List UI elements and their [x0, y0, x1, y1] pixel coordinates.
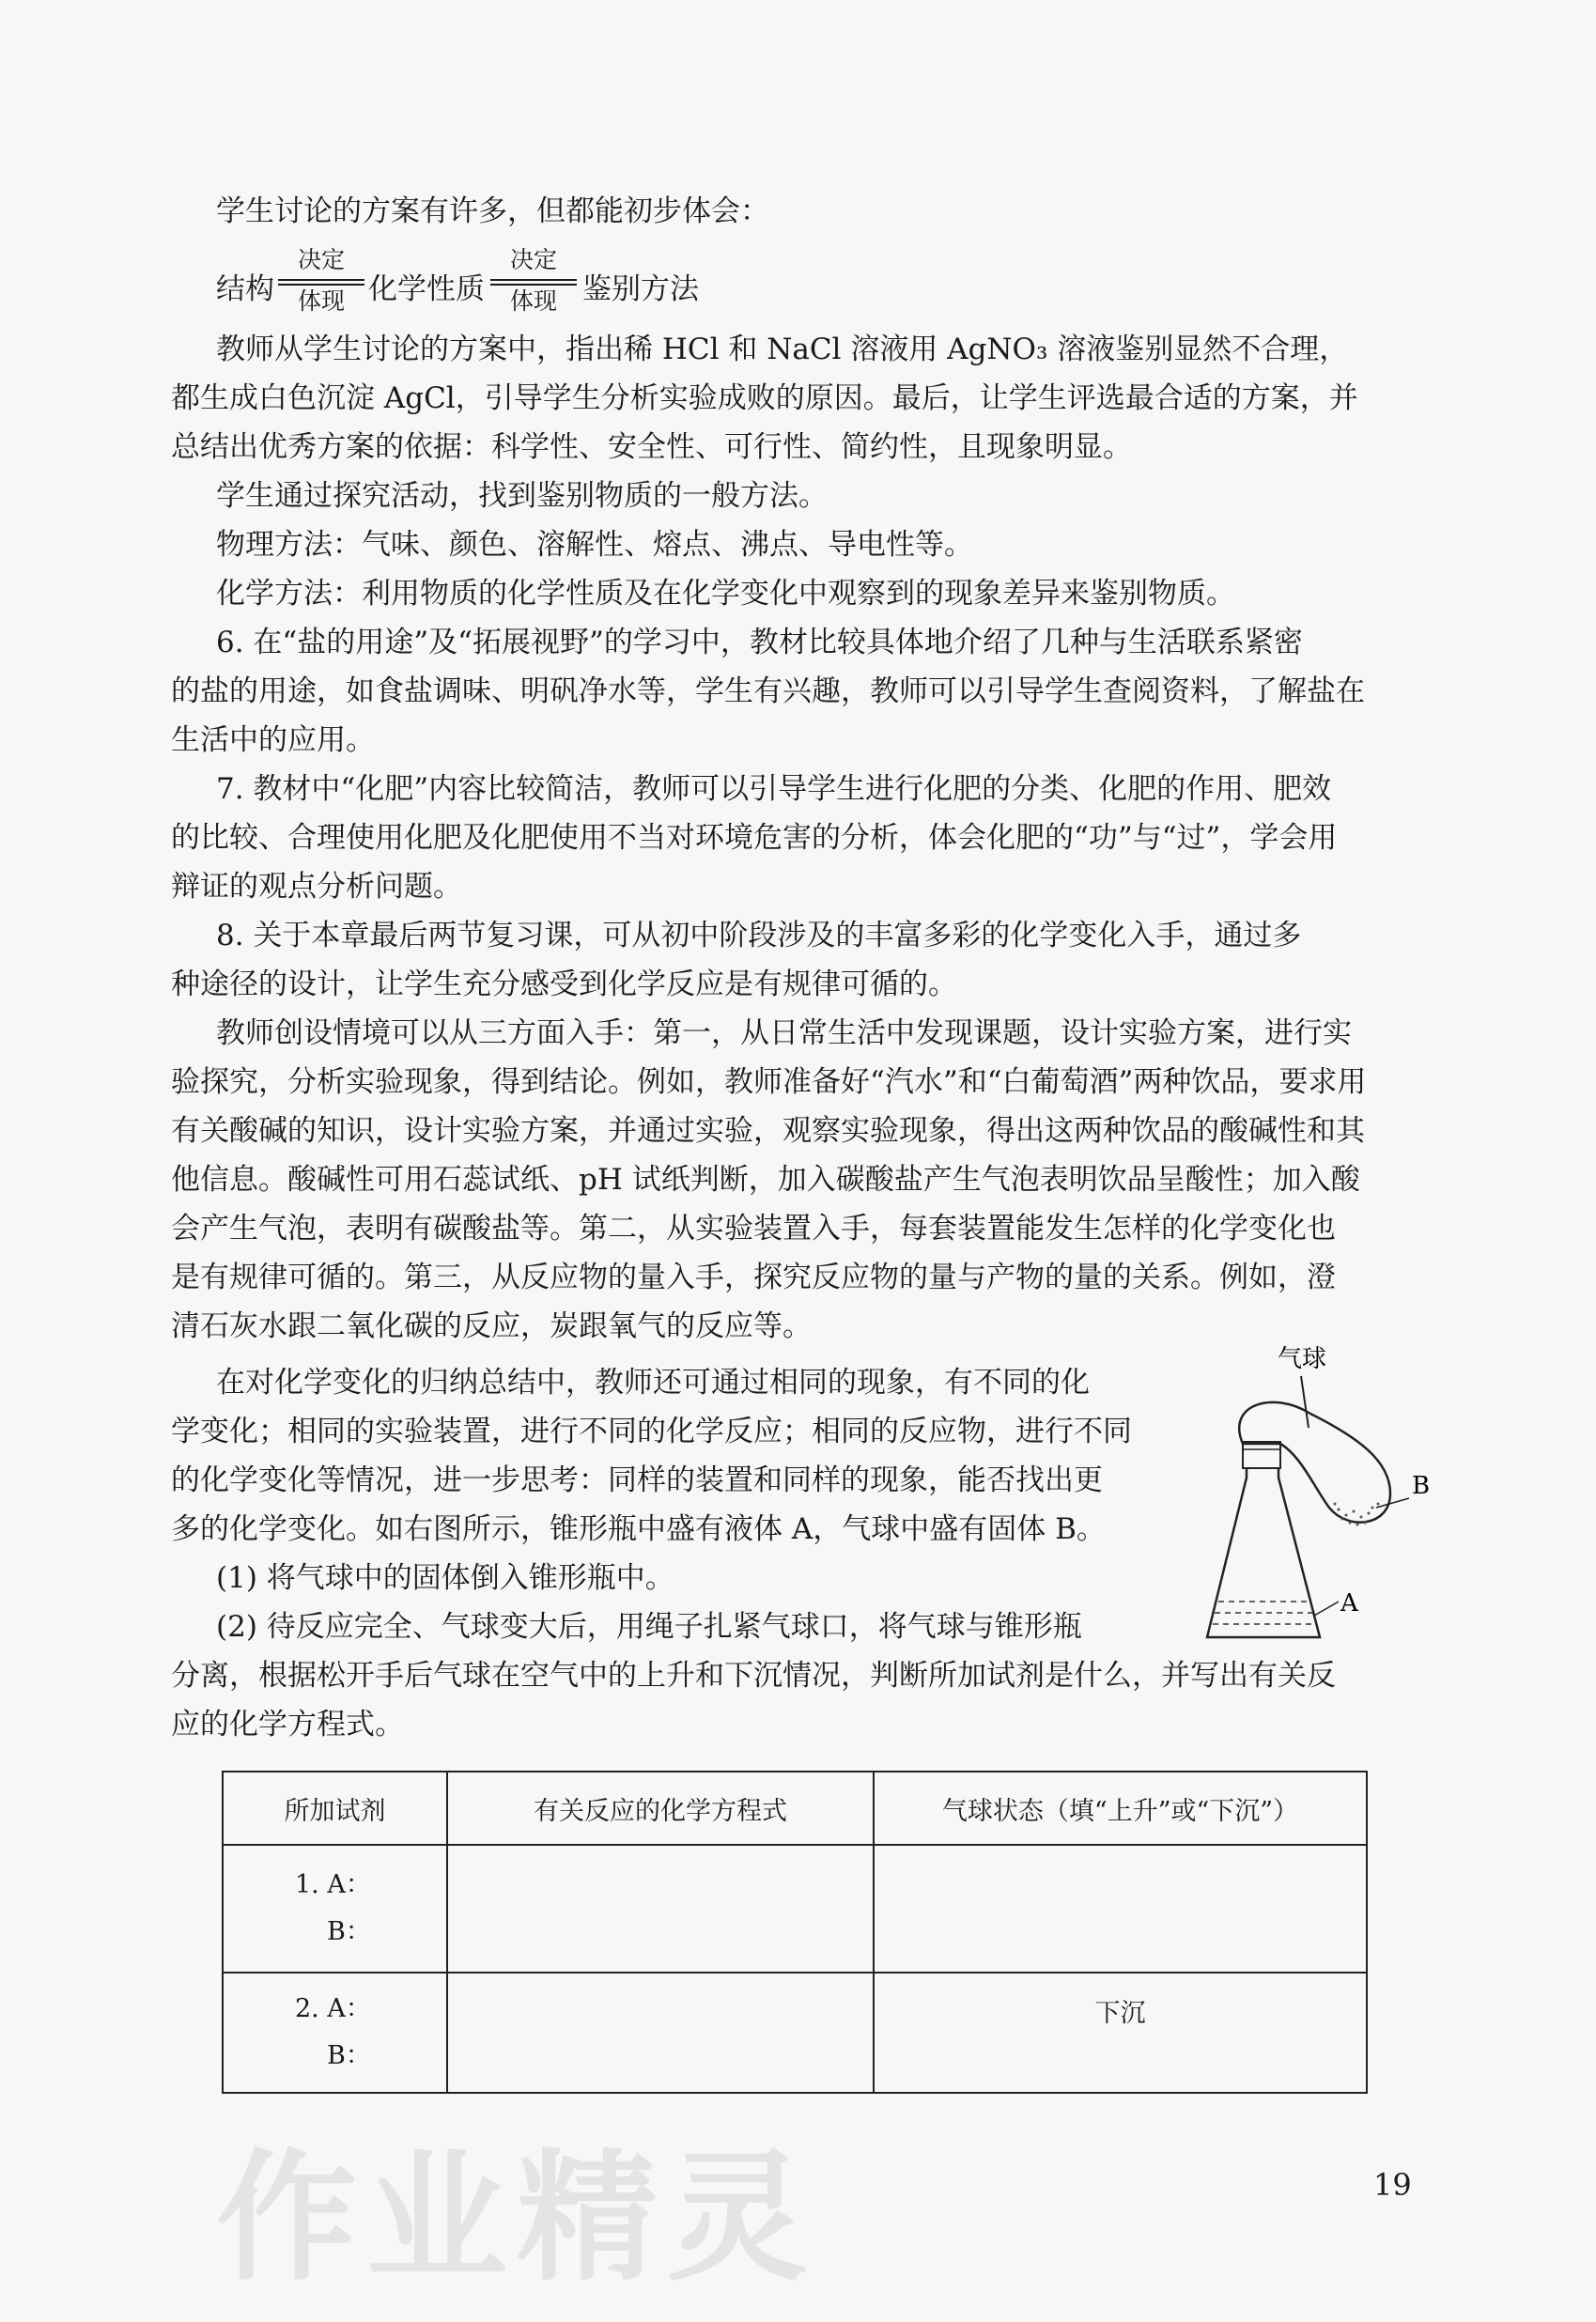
- paragraph-text: 在对化学变化的归纳总结中，教师还可通过相同的现象，有不同的化: [216, 1366, 1090, 1400]
- paragraph-text: 有关酸碱的知识，设计实验方案，并通过实验，观察实验现象，得出这两种饮品的酸碱性和其: [171, 1114, 1365, 1148]
- paragraph-text: 化学方法：利用物质的化学性质及在化学变化中观察到的现象差异来鉴别物质。: [216, 577, 1235, 611]
- paragraph-text: 是有规律可循的。第三，从反应物的量入手，探究反应物的量与产物的量的关系。例如，澄: [171, 1261, 1336, 1294]
- paragraph-text: 7. 教材中“化肥”内容比较简洁，教师可以引导学生进行化肥的分类、化肥的作用、肥效: [216, 772, 1332, 806]
- state-cell: [874, 1845, 1367, 1973]
- paragraph-text: 种途径的设计，让学生充分感受到化学反应是有规律可循的。: [171, 968, 957, 1001]
- paragraph-text: 他信息。酸碱性可用石蕊试纸、pH 试纸判断，加入碳酸盐产生气泡表明饮品呈酸性；加入酸: [171, 1163, 1360, 1197]
- flow-structure: 结构: [216, 272, 274, 306]
- paragraph-text: 应的化学方程式。: [171, 1708, 404, 1742]
- paragraph-text: 的比较、合理使用化肥及化肥使用不当对环境危害的分析，体会化肥的“功”与“过”，学会用: [171, 821, 1338, 855]
- header-reagent: 所加试剂: [223, 1772, 447, 1845]
- label-a: A: [1340, 1589, 1358, 1618]
- paragraph-text: 8. 关于本章最后两节复习课，可从初中阶段涉及的丰富多彩的化学变化入手，通过多: [216, 919, 1302, 952]
- table-row: [223, 1973, 1367, 2093]
- flow-method: 鉴别方法: [582, 272, 699, 306]
- paragraph-text: 辩证的观点分析问题。: [171, 870, 462, 904]
- equation-cell: [447, 1845, 874, 1973]
- paragraph-text: 分离，根据松开手后气球在空气中的上升和下沉情况，判断所加试剂是什么，并写出有关反: [171, 1659, 1336, 1693]
- flow-diagram: [216, 246, 874, 317]
- balloon-label: 气球: [1278, 1345, 1327, 1373]
- paragraph-text: 的盐的用途，如食盐调味、明矾净水等，学生有兴趣，教师可以引导学生查阅资料，了解盐在: [171, 674, 1365, 708]
- equation-cell: [447, 1973, 874, 2093]
- table-row: [223, 1845, 1367, 1973]
- double-arrow-2: 决定 体现: [488, 246, 579, 317]
- reagent-cell: 2. A： B：: [223, 1973, 447, 2093]
- page-number: 19: [1373, 2167, 1412, 2203]
- header-balloon-state: 气球状态（填“上升”或“下沉”）: [874, 1772, 1367, 1845]
- table-header-row: [223, 1772, 1367, 1845]
- paragraph-text: 生活中的应用。: [171, 723, 375, 757]
- header-equation: 有关反应的化学方程式: [447, 1772, 874, 1845]
- flow-property: 化学性质: [368, 272, 485, 306]
- reagent-cell: 1. A： B：: [223, 1845, 447, 1973]
- paragraph-text: 教师创设情境可以从三方面入手：第一，从日常生活中发现课题，设计实验方案，进行实: [216, 1016, 1352, 1050]
- state-cell: 下沉: [874, 1973, 1367, 2093]
- paragraph-text: 都生成白色沉淀 AgCl，引导学生分析实验成败的原因。最后，让学生评选最合适的方案，并: [171, 381, 1358, 415]
- paragraph-text: 6. 在“盐的用途”及“拓展视野”的学习中，教材比较具体地介绍了几种与生活联系紧密: [216, 626, 1303, 659]
- reagent-table: [222, 1771, 1368, 2094]
- watermark: 作业精灵: [216, 2137, 818, 2300]
- double-arrow-1: 决定 体现: [276, 246, 366, 317]
- paragraph-text: 的化学变化等情况，进一步思考：同样的装置和同样的现象，能否找出更: [171, 1463, 1103, 1497]
- step-2: (2) 待反应完全、气球变大后，用绳子扎紧气球口，将气球与锥形瓶: [216, 1610, 1082, 1644]
- paragraph-text: 学生通过探究活动，找到鉴别物质的一般方法。: [216, 479, 828, 513]
- flask-balloon-diagram: [1198, 1339, 1442, 1658]
- label-b: B: [1412, 1472, 1431, 1500]
- paragraph-text: 验探究，分析实验现象，得到结论。例如，教师准备好“汽水”和“白葡萄酒”两种饮品，要求用: [171, 1065, 1367, 1099]
- paragraph-text: 会产生气泡，表明有碳酸盐等。第二，从实验装置入手，每套装置能发生怎样的化学变化也: [171, 1212, 1336, 1246]
- paragraph-intro: 学生讨论的方案有许多，但都能初步体会：: [216, 194, 769, 228]
- paragraph-text: 学变化；相同的实验装置，进行不同的化学反应；相同的反应物，进行不同: [171, 1415, 1132, 1448]
- paragraph-text: 物理方法：气味、颜色、溶解性、熔点、沸点、导电性等。: [216, 528, 973, 562]
- paragraph-text: 多的化学变化。如右图所示，锥形瓶中盛有液体 A，气球中盛有固体 B。: [171, 1512, 1106, 1546]
- paragraph-text: 清石灰水跟二氧化碳的反应，炭跟氧气的反应等。: [171, 1309, 812, 1343]
- paragraph-text: 总结出优秀方案的依据：科学性、安全性、可行性、简约性，且现象明显。: [171, 430, 1132, 464]
- step-1: (1) 将气球中的固体倒入锥形瓶中。: [216, 1561, 674, 1595]
- paragraph-text: 教师从学生讨论的方案中，指出稀 HCl 和 NaCl 溶液用 AgNO₃ 溶液鉴别显然不合理，: [216, 333, 1349, 366]
